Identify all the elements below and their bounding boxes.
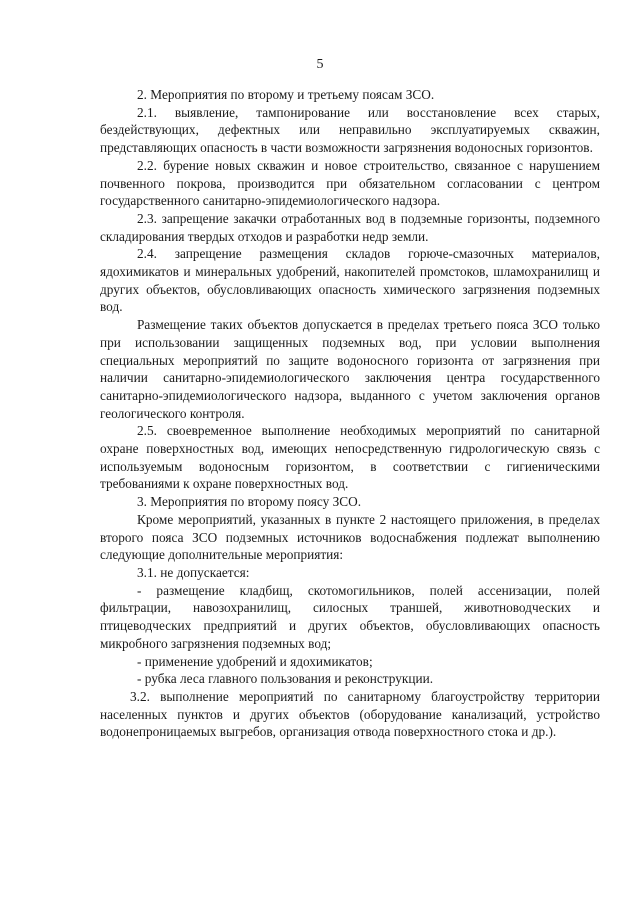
paragraph-2-4: 2.4. запрещение размещения складов горюче-смазочных материалов, ядохимикатов и минеральных удобрений, накопителей промстоков, шламохранилищ и других объектов, обусловливающих опасность химического загрязнения подземных вод. xyxy=(100,246,600,315)
paragraph-3-2: 3.2. выполнение мероприятий по санитарному благоустройству территории населенных пунктов и других объектов (оборудование канализаций, устройство водонепроницаемых выгребов, организация отвода поверхностного стока и др.). xyxy=(100,688,600,740)
paragraph-2-1: 2.1. выявление, тампонирование или восстановление всех старых, бездействующих, дефектных или неправильно эксплуатируемых скважин, представляющих опасность в части возможности загрязнения водоносных горизонтов. xyxy=(100,104,600,156)
paragraph-2-3: 2.3. запрещение закачки отработанных вод в подземные горизонты, подземного складирования твердых отходов и разработки недр земли. xyxy=(100,210,600,244)
section-heading-3: 3. Мероприятия по второму поясу ЗСО. xyxy=(137,494,362,510)
paragraph-3-1: 3.1. не допускается: xyxy=(137,564,250,580)
section-heading-2: 2. Мероприятия по второму и третьему поясам ЗСО. xyxy=(137,87,435,102)
page-number: 5 xyxy=(316,57,324,72)
paragraph-3-intro: Кроме мероприятий, указанных в пункте 2 настоящего приложения, в пределах второго пояса ЗСО подземных источников водоснабжения подлежат выполнению следующие дополнительные мероприятия: xyxy=(100,511,600,563)
paragraph-2-2: 2.2. бурение новых скважин и новое строительство, связанное с нарушением почвенного покрова, производится при обязательном согласовании с центром государственного санитарно-эпидемиологического надзора. xyxy=(100,157,600,209)
document-body xyxy=(100,86,600,741)
list-item-fertilizers: - применение удобрений и ядохимикатов; xyxy=(137,653,373,669)
list-item-logging: - рубка леса главного пользования и реконструкции. xyxy=(137,671,434,687)
paragraph-2-5: 2.5. своевременное выполнение необходимых мероприятий по санитарной охране поверхностных вод, имеющих непосредственную гидрологическую связь с используемым водоносным горизонтом, в соответствии с гигиеническими требованиями к охране поверхностных вод. xyxy=(100,423,600,492)
list-item-placement: - размещение кладбищ, скотомогильников, полей ассенизации, полей фильтрации, навозохранилищ, силосных траншей, животноводческих и птицеводческих предприятий и других объектов, обусловливающих опасность микробного загрязнения подземных вод; xyxy=(100,582,600,651)
paragraph-placement: Размещение таких объектов допускается в пределах третьего пояса ЗСО только при использовании защищенных подземных вод, при условии выполнения специальных мероприятий по защите водоносного горизонта от загрязнения при наличии санитарно-эпидемиологического заключения центра государственного санитарно-эпидемиологического надзора, выданного с учетом заключения органов геологического контроля. xyxy=(100,317,600,421)
